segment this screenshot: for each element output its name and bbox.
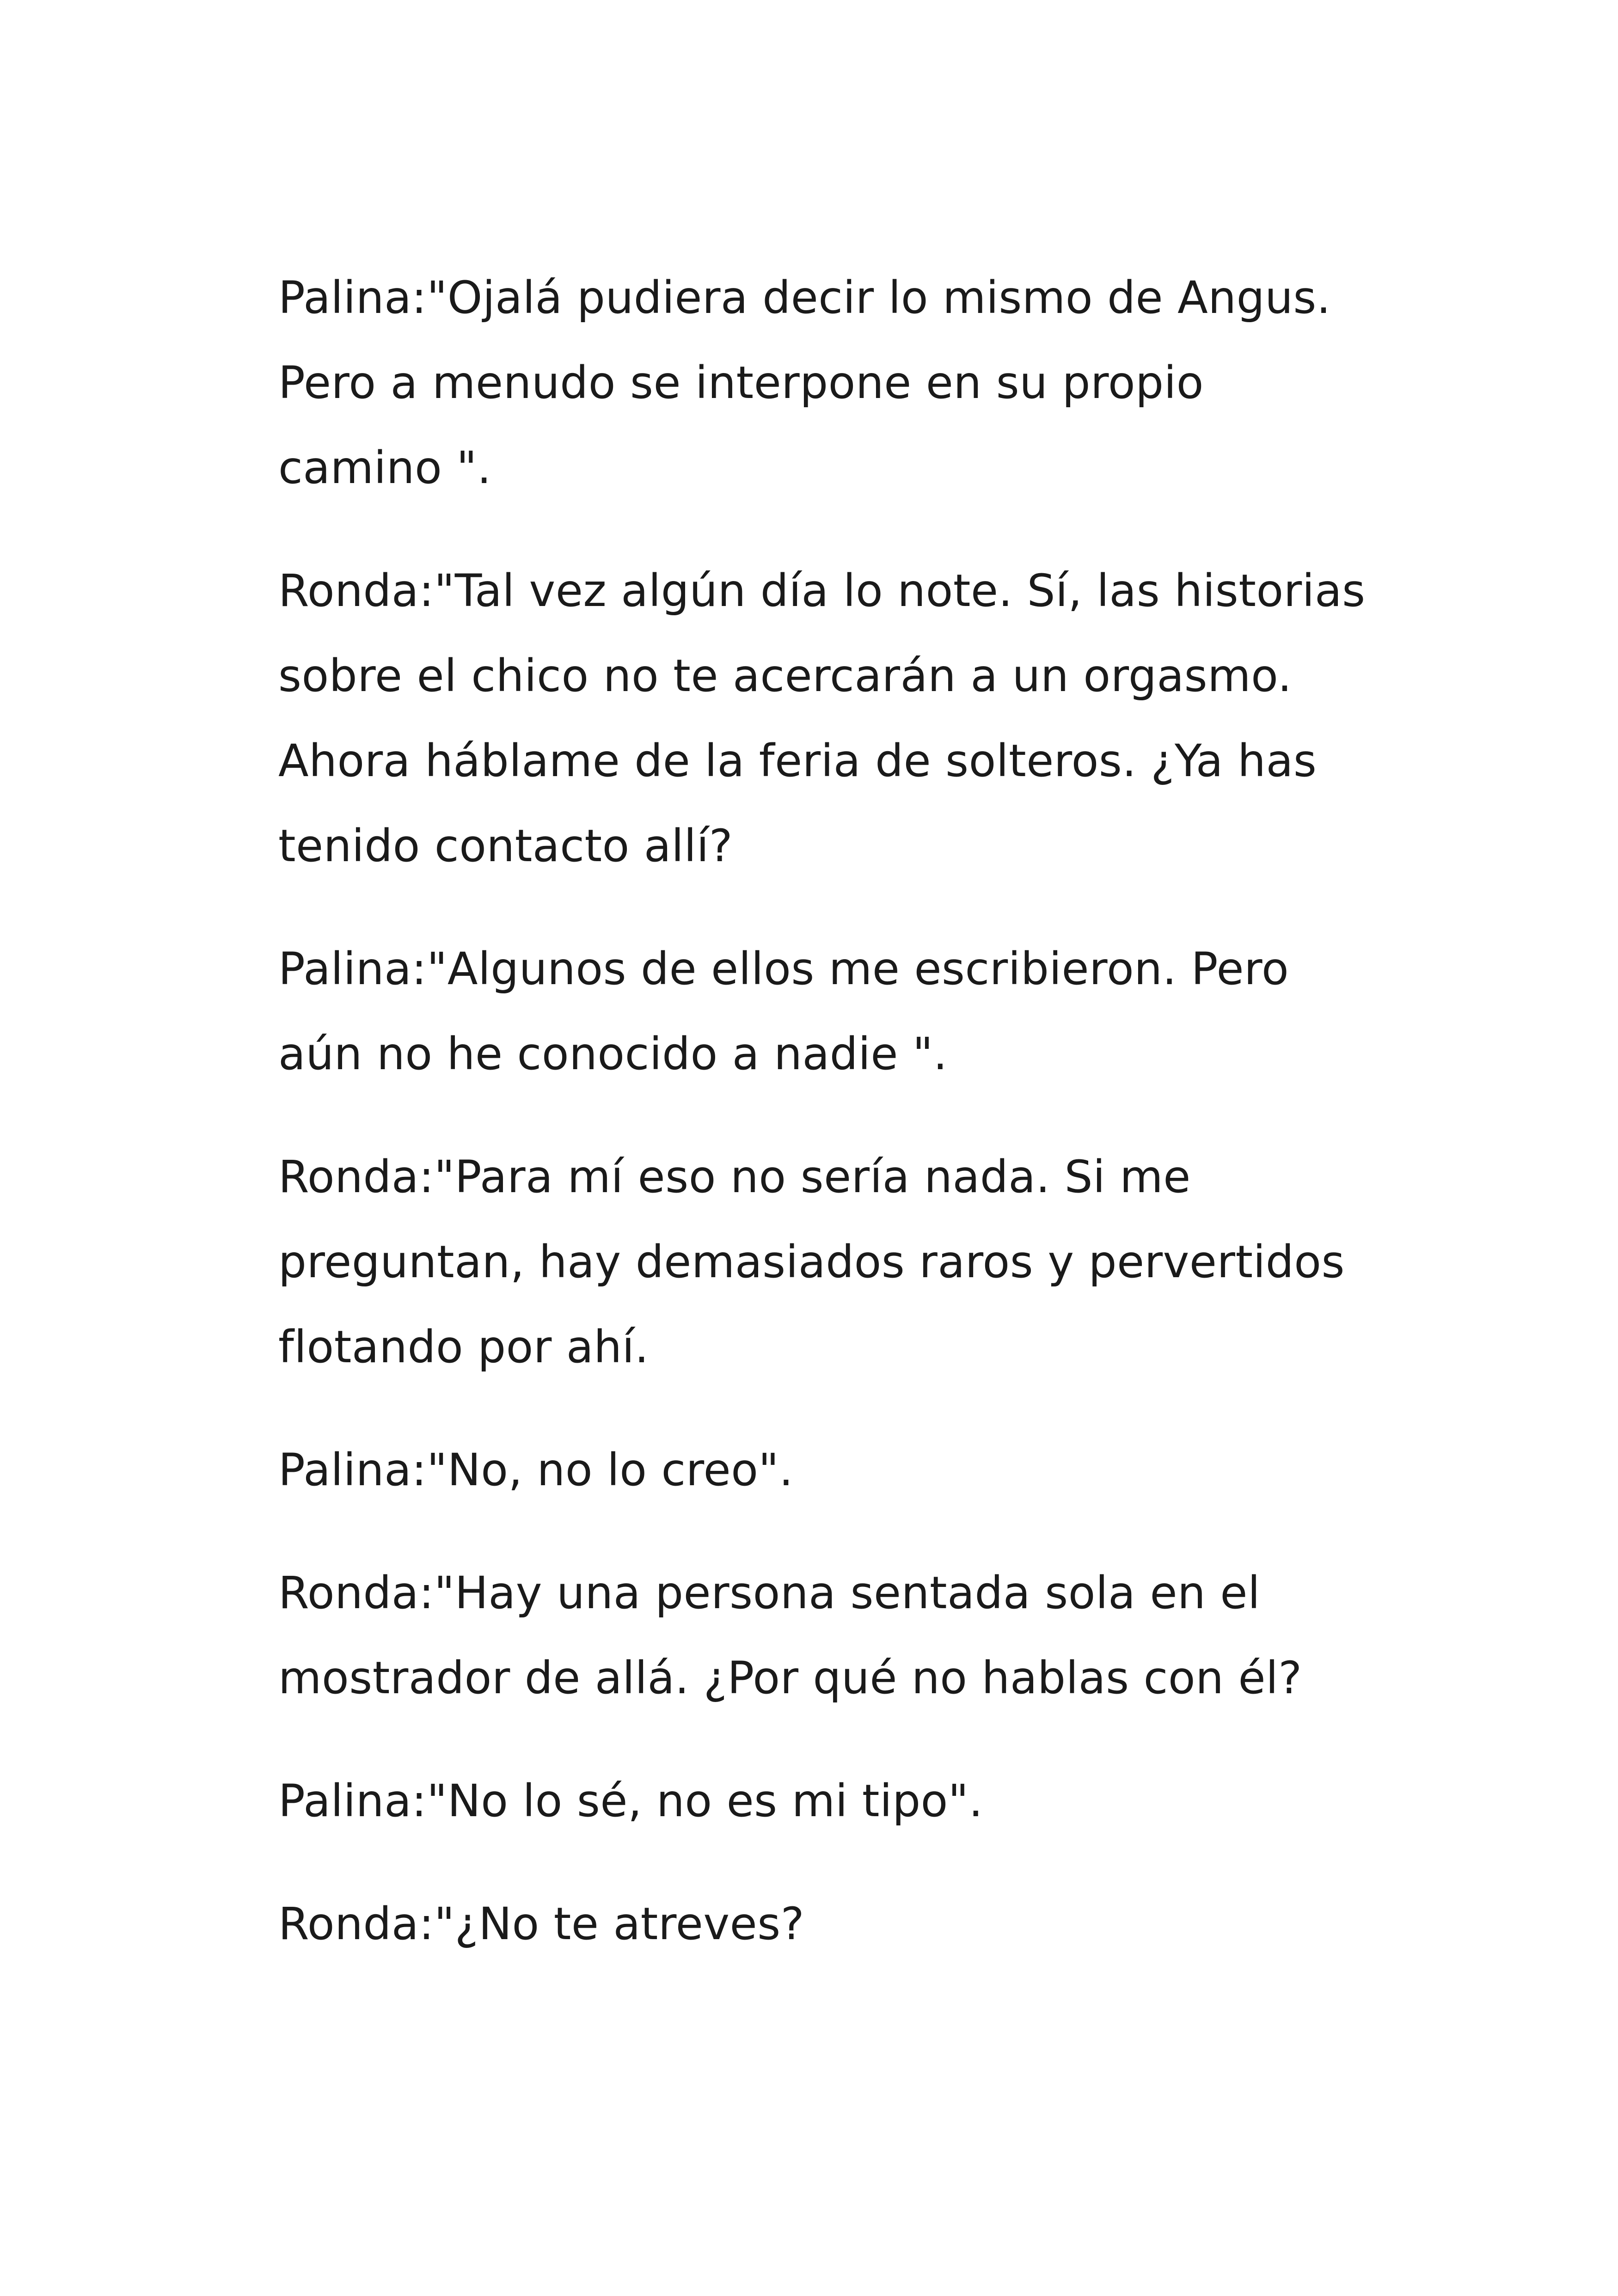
dialogue-text	[278, 255, 1388, 2004]
text-line: aún no he conocido a nadie ".	[278, 1028, 948, 1080]
text-line: Ahora háblame de la feria de solteros. ¿Ya has	[278, 735, 1317, 787]
text-line: Ronda:"Hay una persona sentada sola en el	[278, 1567, 1261, 1619]
paragraph-palina-1	[278, 255, 1388, 510]
paragraph-ronda-3	[278, 1550, 1388, 1720]
paragraph-palina-2	[278, 926, 1388, 1096]
text-line: Pero a menudo se interpone en su propio	[278, 357, 1204, 409]
text-line: Palina:"No, no lo creo".	[278, 1444, 794, 1496]
paragraph-palina-4	[278, 1758, 1388, 1843]
text-line: Palina:"Algunos de ellos me escribieron. Pero	[278, 943, 1289, 995]
text-line: Ronda:"¿No te atreves?	[278, 1898, 805, 1950]
paragraph-ronda-2	[278, 1134, 1388, 1390]
text-line: camino ".	[278, 442, 492, 494]
text-line: Ronda:"Para mí eso no sería nada. Si me	[278, 1151, 1191, 1203]
text-line: Palina:"Ojalá pudiera decir lo mismo de Angus.	[278, 272, 1331, 324]
text-line: sobre el chico no te acercarán a un orgasmo.	[278, 650, 1292, 702]
paragraph-ronda-4	[278, 1881, 1388, 1966]
text-line: tenido contacto allí?	[278, 820, 733, 872]
paragraph-ronda-1	[278, 548, 1388, 888]
text-line: Palina:"No lo sé, no es mi tipo".	[278, 1775, 983, 1827]
text-line: Ronda:"Tal vez algún día lo note. Sí, las historias	[278, 565, 1366, 617]
text-line: flotando por ahí.	[278, 1321, 649, 1373]
text-line: preguntan, hay demasiados raros y pervertidos	[278, 1236, 1345, 1288]
paragraph-palina-3	[278, 1427, 1388, 1512]
text-line: mostrador de allá. ¿Por qué no hablas con él?	[278, 1652, 1302, 1704]
